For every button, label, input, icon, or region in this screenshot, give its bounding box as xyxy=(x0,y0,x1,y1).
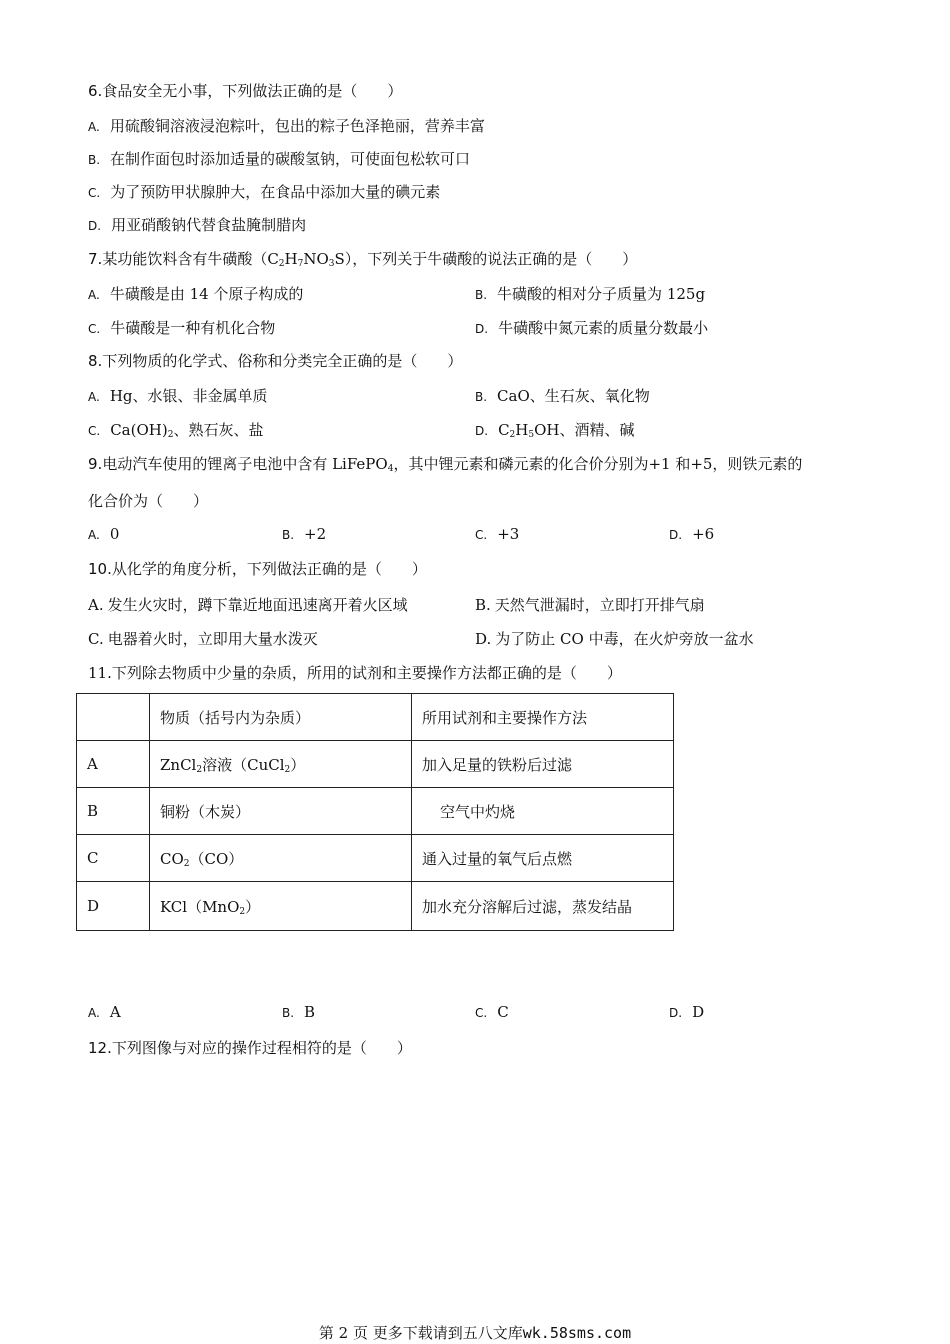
question-12: 12.下列图像与对应的操作过程相符的是（ ） xyxy=(88,1039,412,1057)
option-8c: C. $Ca(OH)_2$、熟石灰、盐 xyxy=(88,421,264,440)
option-10c: C. 电器着火时，立即用大量水泼灭 xyxy=(88,630,318,648)
option-7b: B. 牛磺酸的相对分子质量为 125g xyxy=(475,285,706,303)
page-footer xyxy=(0,1322,950,1343)
option-6c: C. 为了预防甲状腺肿大，在食品中添加大量的碘元素 xyxy=(88,183,441,201)
option-6a: A. 用硫酸铜溶液浸泡粽叶，包出的粽子色泽艳丽，营养丰富 xyxy=(88,117,485,135)
question-number: 7. xyxy=(88,250,103,268)
impurity-table xyxy=(76,693,674,931)
table-row xyxy=(77,788,674,835)
row-substance: $CO_2(CO)$ xyxy=(150,835,412,882)
table-row xyxy=(77,835,674,882)
option-11b: B. B xyxy=(282,1003,316,1021)
table-row xyxy=(77,741,674,788)
row-id: B xyxy=(77,788,150,835)
option-11a: A. A xyxy=(88,1003,121,1021)
site-link[interactable]: wk.58sms.com xyxy=(522,1324,632,1342)
question-number: 9. xyxy=(88,455,103,473)
question-number: 12. xyxy=(88,1039,112,1057)
option-11c: C. C xyxy=(475,1003,509,1021)
option-6b: B. 在制作面包时添加适量的碳酸氢钠，可使面包松软可口 xyxy=(88,150,471,168)
option-8b: B. CaO、生石灰、氧化物 xyxy=(475,387,650,405)
table-row xyxy=(77,882,674,931)
table-header-method: 所用试剂和主要操作方法 xyxy=(412,694,674,741)
question-8: 8.下列物质的化学式、俗称和分类完全正确的是（ ） xyxy=(88,352,463,370)
question-number: 8. xyxy=(88,352,103,370)
table-header-substance: 物质（括号内为杂质） xyxy=(150,694,412,741)
option-8a: A. Hg、水银、非金属单质 xyxy=(88,387,268,405)
option-9a: A. 0 xyxy=(88,525,120,543)
option-7a: A. 牛磺酸是由 14 个原子构成的 xyxy=(88,285,304,303)
row-method: 通入过量的氧气后点燃 xyxy=(412,835,674,882)
question-stem: 食品安全无小事，下列做法正确的是（ ） xyxy=(102,82,403,100)
option-7d: D. 牛磺酸中氮元素的质量分数最小 xyxy=(475,319,709,337)
question-9: 9.电动汽车使用的锂离子电池中含有 LiFePO$_4$，其中锂元素和磷元素的化合价分别为+1 和+5，则铁元素的 xyxy=(88,455,803,474)
row-method: 加入足量的铁粉后过滤 xyxy=(412,741,674,788)
option-6d: D. 用亚硝酸钠代替食盐腌制腊肉 xyxy=(88,216,307,234)
row-method: 加水充分溶解后过滤，蒸发结晶 xyxy=(412,882,674,931)
question-number: 10. xyxy=(88,560,112,578)
row-id: C xyxy=(77,835,150,882)
row-id: A xyxy=(77,741,150,788)
question-7: 7.某功能饮料含有牛磺酸$(C_2H_7NO_3S)$，下列关于牛磺酸的说法正确的是（ ） xyxy=(88,250,638,269)
option-10b: B. 天然气泄漏时，立即打开排气扇 xyxy=(475,596,705,614)
row-substance: KCl（MnO$_2$） xyxy=(150,882,412,931)
option-11d: D. D xyxy=(669,1003,705,1021)
option-9d: D. +6 xyxy=(669,525,715,543)
download-note: 更多下载请到五八文库 xyxy=(372,1324,523,1342)
page-number: 第 2 页 xyxy=(318,1324,368,1342)
option-9c: C. +3 xyxy=(475,525,520,543)
question-number: 6. xyxy=(88,82,103,100)
row-substance: ZnCl$_2$溶液（CuCl$_2$） xyxy=(150,741,412,788)
question-6 xyxy=(88,80,402,101)
option-10a: A. 发生火灾时，蹲下靠近地面迅速离开着火区域 xyxy=(88,596,408,614)
question-number: 11. xyxy=(88,664,112,682)
row-id: D xyxy=(77,882,150,931)
question-10: 10.从化学的角度分析，下列做法正确的是（ ） xyxy=(88,560,427,578)
question-9-line2: 化合价为（ ） xyxy=(88,492,209,510)
table-header-row xyxy=(77,694,674,741)
question-11: 11.下列除去物质中少量的杂质，所用的试剂和主要操作方法都正确的是（ ） xyxy=(88,664,622,682)
option-9b: B. +2 xyxy=(282,525,327,543)
option-8d: D. $C_2H_5OH$、酒精、碱 xyxy=(475,421,635,440)
option-10d: D. 为了防止 CO 中毒，在火炉旁放一盆水 xyxy=(475,630,754,648)
option-7c: C. 牛磺酸是一种有机化合物 xyxy=(88,319,276,337)
row-method: 空气中灼烧 xyxy=(412,788,674,835)
table-cell xyxy=(77,694,150,741)
row-substance: 铜粉（木炭） xyxy=(150,788,412,835)
